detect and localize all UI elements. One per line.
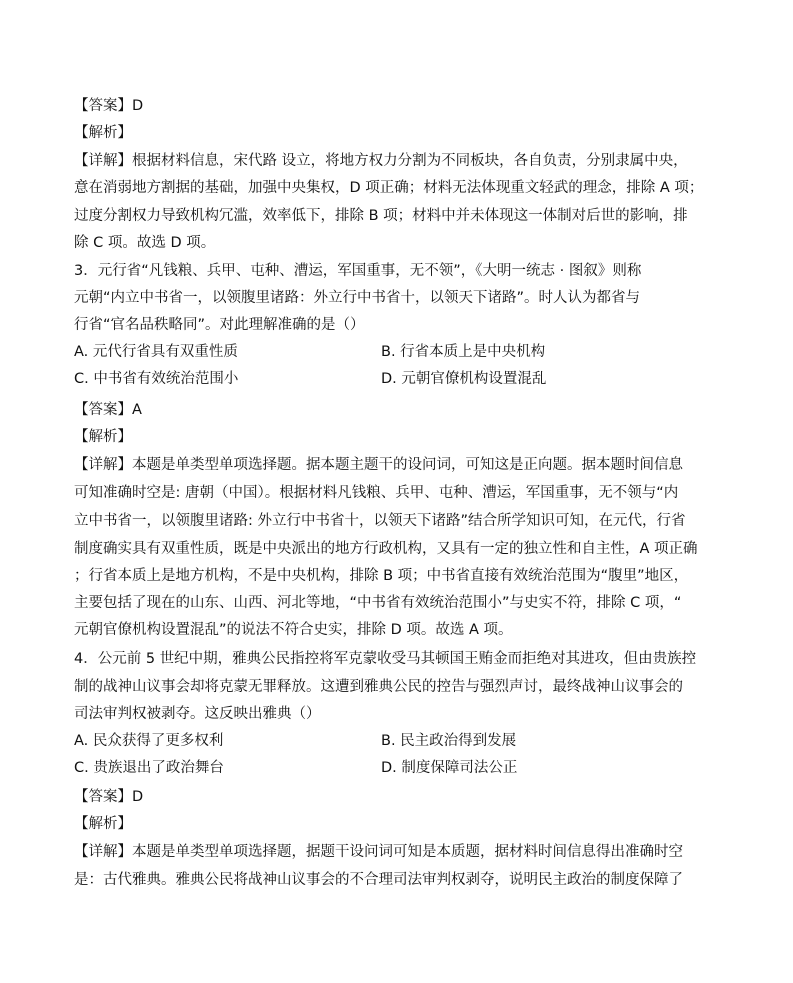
answer-q3: 【答案】A: [74, 402, 142, 418]
option-4b: B. 民主政治得到发展: [381, 733, 517, 749]
detail-q2-line1: 【详解】根据材料信息，宋代路 设立，将地方权力分割为不同板块，各自负责，分别隶属中央，: [74, 153, 688, 169]
analysis-label-q4: 【解析】: [74, 816, 132, 832]
detail-q3-line3: 立中书省一，以领腹里诸路: 外立行中书省十，以领天下诸路”结合所学知识可知，在元代，行省: [74, 513, 686, 529]
option-3d: D. 元朝官僚机构设置混乱: [381, 371, 547, 387]
question-3-line3: 行省“官名品秩略同”。对此理解准确的是（）: [74, 317, 365, 333]
analysis-label-q3: 【解析】: [74, 429, 132, 445]
detail-q3-line5: ；行省本质上是地方机构，不是中央机构，排除 B 项；中书省直接有效统治范围为“腹里”地区，: [74, 568, 689, 584]
option-3c: C. 中书省有效统治范围小: [74, 371, 239, 387]
question-4-line1: 4．公元前 5 世纪中期，雅典公民指控将军克蒙收受马其顿国王贿金而拒绝对其进攻，但由贵族控: [74, 651, 697, 667]
option-4c: C. 贵族退出了政治舞台: [74, 760, 224, 776]
detail-q4-line1: 【详解】本题是单类型单项选择题，据题干设问词可知是本质题，据材料时间信息得出准确时空: [74, 844, 683, 860]
option-3b: B. 行省本质上是中央机构: [381, 344, 546, 360]
detail-q4-line2: 是：古代雅典。雅典公民将战神山议事会的不合理司法审判权剥夺，说明民主政治的制度保障了: [74, 872, 683, 888]
detail-q3-line1: 【详解】本题是单类型单项选择题。据本题主题干的设问词，可知这是正向题。据本题时间信息: [74, 457, 683, 473]
question-3-line2: 元朝“内立中书省一，以领腹里诸路：外立行中书省十，以领天下诸路”。时人认为都省与: [74, 290, 641, 306]
question-3-line1: 3．元行省“凡钱粮、兵甲、屯种、漕运，军国重事，无不领”，《大明一统志 · 图叙》则称: [74, 263, 642, 279]
detail-q2-line4: 除 C 项。故选 D 项。: [74, 235, 216, 251]
detail-q2-line3: 过度分割权力导致机构冗滥，效率低下，排除 B 项；材料中并未体现这一体制对后世的影响，排: [74, 208, 688, 224]
detail-q3-line6: 主要包括了现在的山东、山西、河北等地，“中书省有效统治范围小”与史实不符，排除 C 项，“: [74, 595, 682, 611]
detail-q3-line2: 可知准确时空是: 唐朝（中国）。根据材料凡钱粮、兵甲、屯种、漕运，军国重事，无不领与“内: [74, 485, 679, 501]
analysis-label-q2: 【解析】: [74, 125, 132, 141]
detail-q3-line7: 元朝官僚机构设置混乱”的说法不符合史实，排除 D 项。故选 A 项。: [74, 622, 513, 638]
answer-q4: 【答案】D: [74, 789, 144, 805]
question-4-line3: 司法审判权被剥夺。这反映出雅典（）: [74, 706, 321, 722]
option-3a: A. 元代行省具有双重性质: [74, 344, 238, 360]
question-4-line2: 制的战神山议事会却将克蒙无罪释放。这遭到雅典公民的控告与强烈声讨，最终战神山议事会的: [74, 679, 683, 695]
detail-q3-line4: 制度确实具有双重性质，既是中央派出的地方行政机构，又具有一定的独立性和自主性，A 项正确: [74, 541, 698, 557]
answer-q2: 【答案】D: [74, 98, 144, 114]
option-4d: D. 制度保障司法公正: [381, 760, 518, 776]
option-4a: A. 民众获得了更多权利: [74, 733, 224, 749]
detail-q2-line2: 意在消弱地方割据的基础，加强中央集权，D 项正确；材料无法体现重文轻武的理念，排除 A 项；: [74, 180, 704, 196]
